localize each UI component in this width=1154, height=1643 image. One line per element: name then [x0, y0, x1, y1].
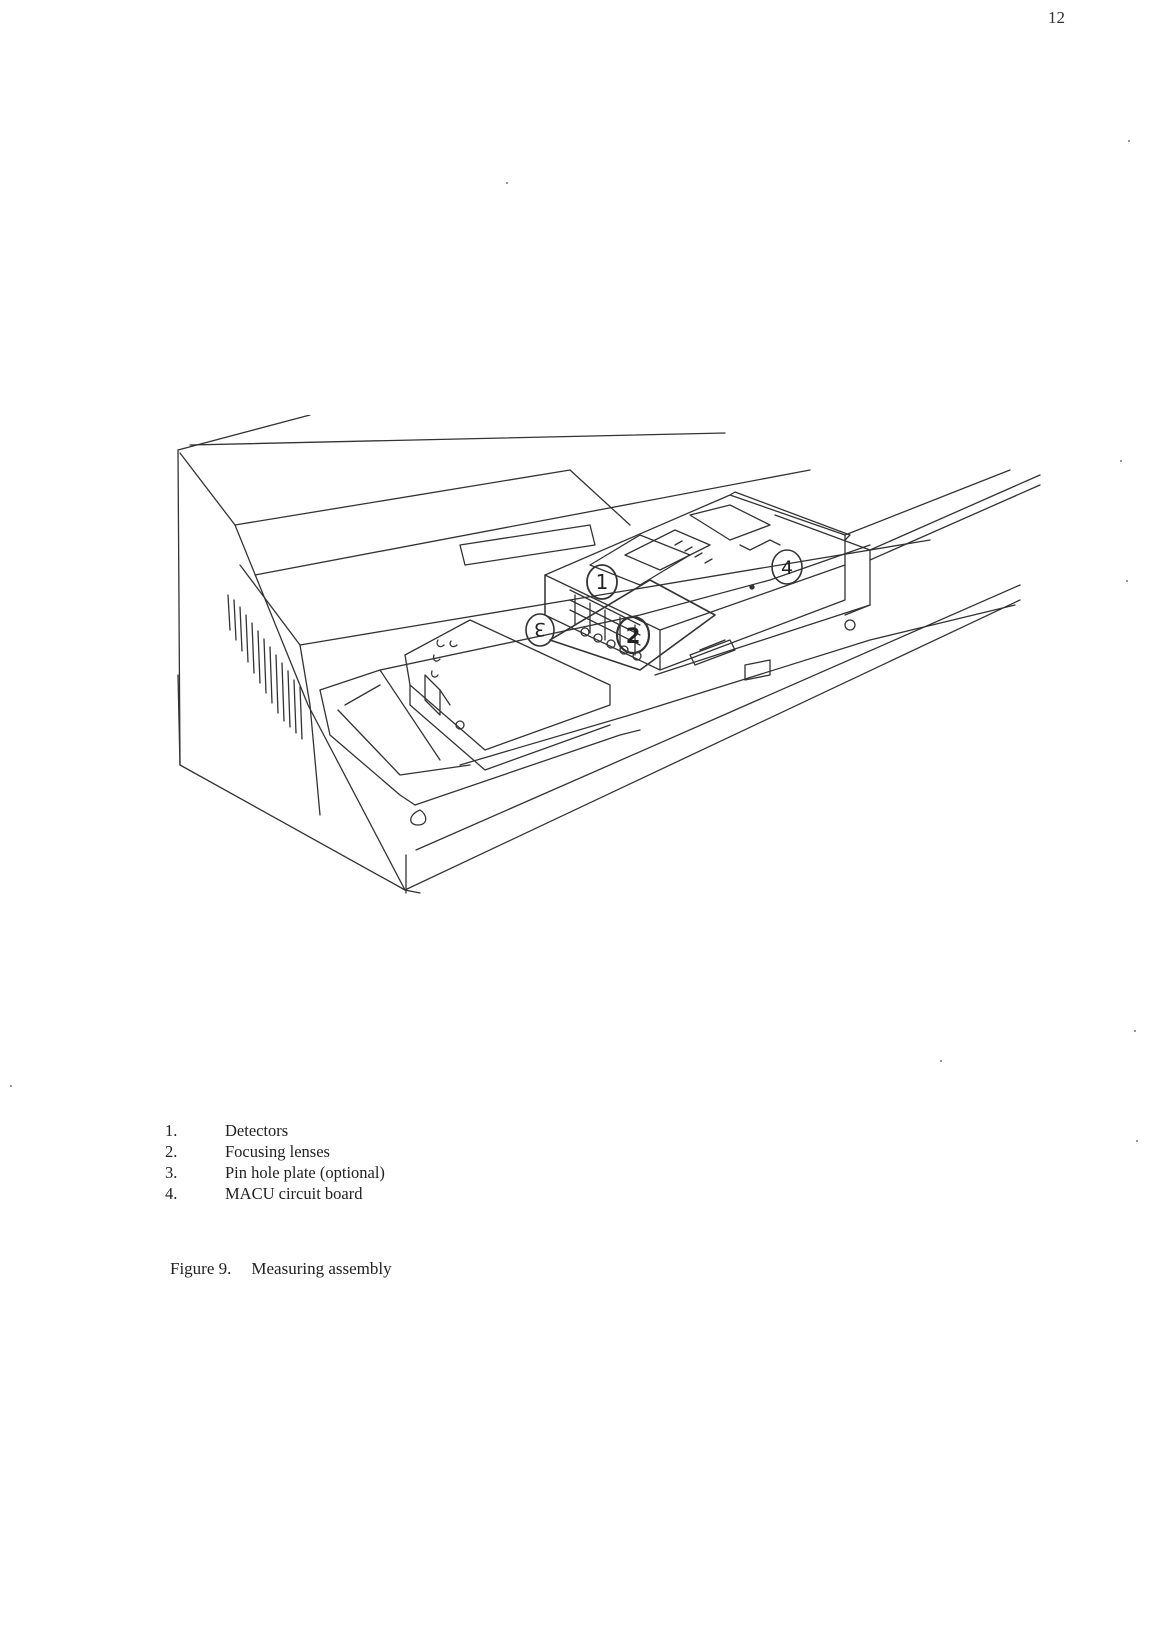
- scan-speck: [1126, 580, 1128, 582]
- scan-speck: [1134, 1030, 1136, 1032]
- svg-text:3: 3: [533, 618, 547, 640]
- legend-label: Detectors: [225, 1121, 289, 1140]
- legend-number: 4.: [165, 1184, 178, 1203]
- instrument-housing: [178, 415, 1020, 893]
- scan-speck: [940, 1060, 942, 1062]
- legend-item: [165, 1183, 385, 1204]
- scan-speck: [506, 182, 508, 184]
- callout-4: [772, 550, 802, 584]
- legend-number: 1.: [165, 1121, 178, 1140]
- callout-2: [617, 617, 649, 653]
- legend-item: [165, 1162, 385, 1183]
- scan-speck: [1128, 140, 1130, 142]
- figure-caption-number: Figure 9.: [170, 1259, 232, 1278]
- legend-label: Pin hole plate (optional): [225, 1163, 385, 1182]
- legend-number: 2.: [165, 1142, 178, 1161]
- svg-text:1: 1: [595, 570, 609, 594]
- svg-text:4: 4: [780, 557, 794, 579]
- figure-legend: [165, 1120, 385, 1204]
- figure-caption: [170, 1259, 392, 1279]
- scan-speck: [10, 1085, 12, 1087]
- callout-3: [526, 614, 554, 646]
- legend-label: Focusing lenses: [225, 1142, 330, 1161]
- svg-text:2: 2: [625, 624, 641, 648]
- legend-label: MACU circuit board: [225, 1184, 363, 1203]
- figure-caption-title: Measuring assembly: [251, 1259, 392, 1278]
- measuring-assembly-drawing: [170, 415, 1090, 945]
- legend-item: [165, 1141, 385, 1162]
- legend-item: [165, 1120, 385, 1141]
- sample-tray: [320, 545, 1015, 825]
- callout-1: [587, 565, 617, 599]
- scan-speck: [1120, 460, 1122, 462]
- page-number: 12: [1048, 8, 1065, 27]
- legend-number: 3.: [165, 1163, 178, 1182]
- scan-speck: [1136, 1140, 1138, 1142]
